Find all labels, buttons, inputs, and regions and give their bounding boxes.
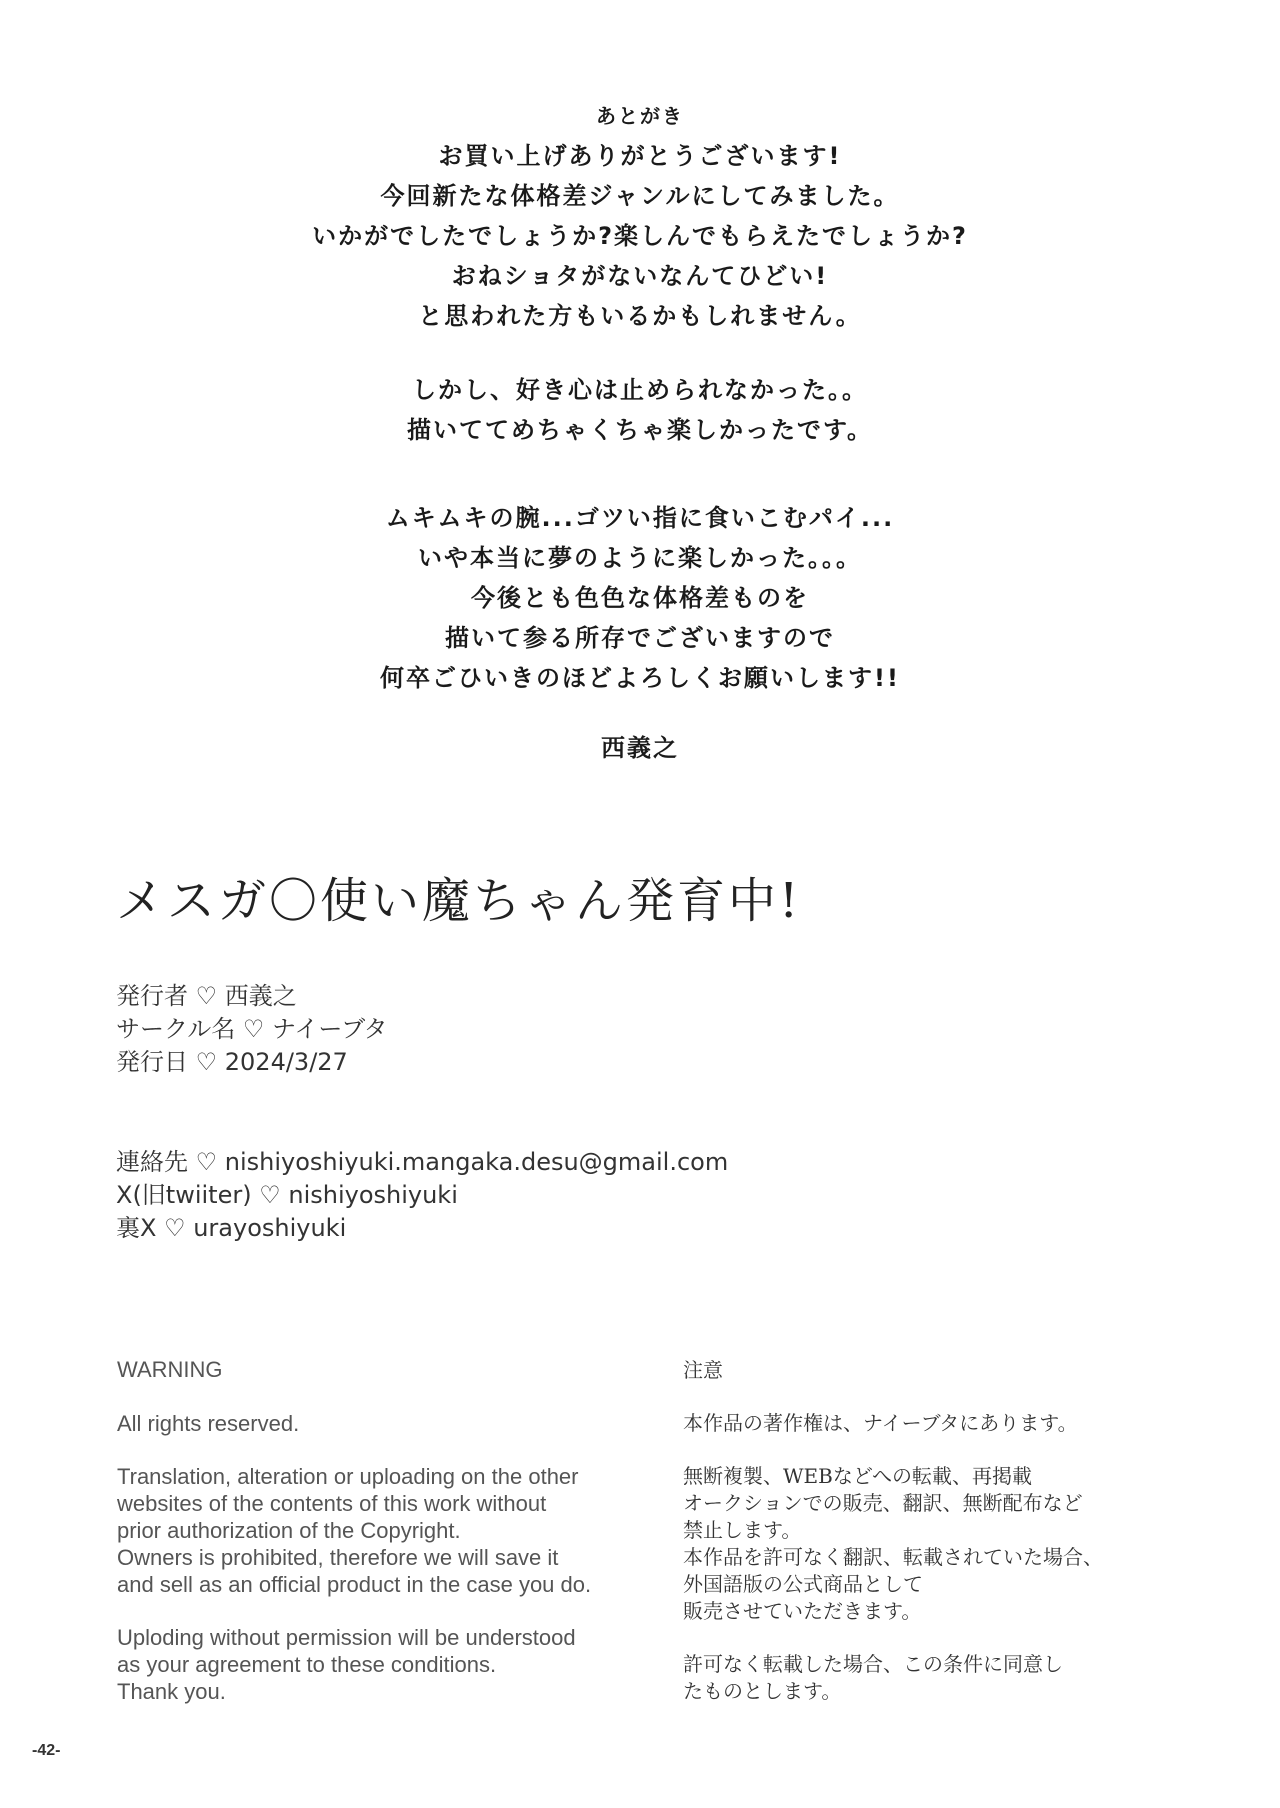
publisher-line: 発行者 ♡ 西義之 [116,982,297,1010]
publication-info [116,980,388,1079]
page-number: -42- [32,1742,61,1759]
warning-line-ja: オークションでの販売、翻訳、無断配布など [683,1491,1083,1515]
afterword-line: 今後とも色色な体格差ものを [471,584,809,612]
afterword-paragraph-3 [0,498,1280,698]
warning-line-ja: 本作品の著作権は、ナイーブタにあります。 [683,1411,1078,1435]
publish-date-line: 発行日 ♡ 2024/3/27 [116,1048,348,1076]
afterword-line: おねショタがないなんてひどい! [451,262,829,290]
warning-title: WARNING [117,1357,223,1382]
warning-paragraph [117,1463,677,1598]
warning-paragraph-ja [683,1463,1203,1625]
contact-email-line: 連絡先 ♡ nishiyoshiyuki.mangaka.desu@gmail.com [116,1148,729,1176]
afterword-line: 描いて参る所存でございますので [445,624,835,652]
warning-line-ja: 許可なく転載した場合、この条件に同意し [683,1652,1063,1676]
afterword-line: 今回新たな体格差ジャンルにしてみました。 [380,182,900,210]
afterword-line: いや本当に夢のように楽しかった。。。 [418,544,862,572]
circle-name-line: サークル名 ♡ ナイーブタ [116,1015,388,1043]
warning-english [117,1356,677,1705]
warning-line-ja: たものとします。 [683,1679,842,1703]
book-title: メスガ〇使い魔ちゃん発育中! [116,873,802,929]
warning-line: and sell as an official product in the case you do. [117,1572,592,1597]
warning-line-ja: 外国語版の公式商品として [683,1572,923,1596]
warning-line-ja: 販売させていただきます。 [683,1599,922,1623]
warning-paragraph [117,1624,677,1705]
warning-line: Uploding without permission will be understood [117,1625,576,1650]
warning-paragraph [117,1410,677,1437]
afterword-signature: 西義之 [601,734,679,762]
x-account-line: X(旧twiiter) ♡ nishiyoshiyuki [116,1181,458,1209]
warning-title-ja: 注意 [683,1358,723,1382]
afterword-heading: あとがき [596,104,684,128]
afterword-line: しかし、好き心は止められなかった。。 [412,376,868,404]
warning-japanese [683,1356,1203,1705]
afterword-line: 描いててめちゃくちゃ楽しかったです。 [406,416,874,444]
contact-info [116,1146,728,1245]
afterword-line: 何卒ごひいきのほどよろしくお願いします!! [380,664,900,692]
warning-paragraph-ja [683,1410,1203,1437]
afterword [0,96,1280,768]
warning-line: Translation, alteration or uploading on the other [117,1464,579,1489]
afterword-line: お買い上げありがとうございます! [438,142,842,170]
warning-line-ja: 禁止します。 [683,1518,802,1542]
warning-line: Owners is prohibited, therefore we will save it [117,1545,559,1570]
warning-line: websites of the contents of this work without [117,1491,547,1516]
warning-paragraph-ja [683,1651,1203,1705]
afterword-line: と思われた方もいるかもしれません。 [418,302,862,330]
afterword-line: いかがでしたでしょうか?楽しんでもらえたでしょうか? [312,222,968,250]
warning-line: prior authorization of the Copyright. [117,1518,461,1543]
afterword-line: ムキムキの腕...ゴツい指に食いこむパイ... [385,504,895,532]
warning-line: as your agreement to these conditions. [117,1652,497,1677]
warning-line: All rights reserved. [117,1411,300,1436]
warning-line: Thank you. [117,1679,226,1704]
afterword-paragraph-1 [0,136,1280,336]
warning-line-ja: 本作品を許可なく翻訳、転載されていた場合、 [683,1545,1103,1569]
afterword-paragraph-2 [0,370,1280,450]
warning-line-ja: 無断複製、WEBなどへの転載、再掲載 [683,1464,1033,1488]
alt-x-account-line: 裏X ♡ urayoshiyuki [116,1214,347,1242]
